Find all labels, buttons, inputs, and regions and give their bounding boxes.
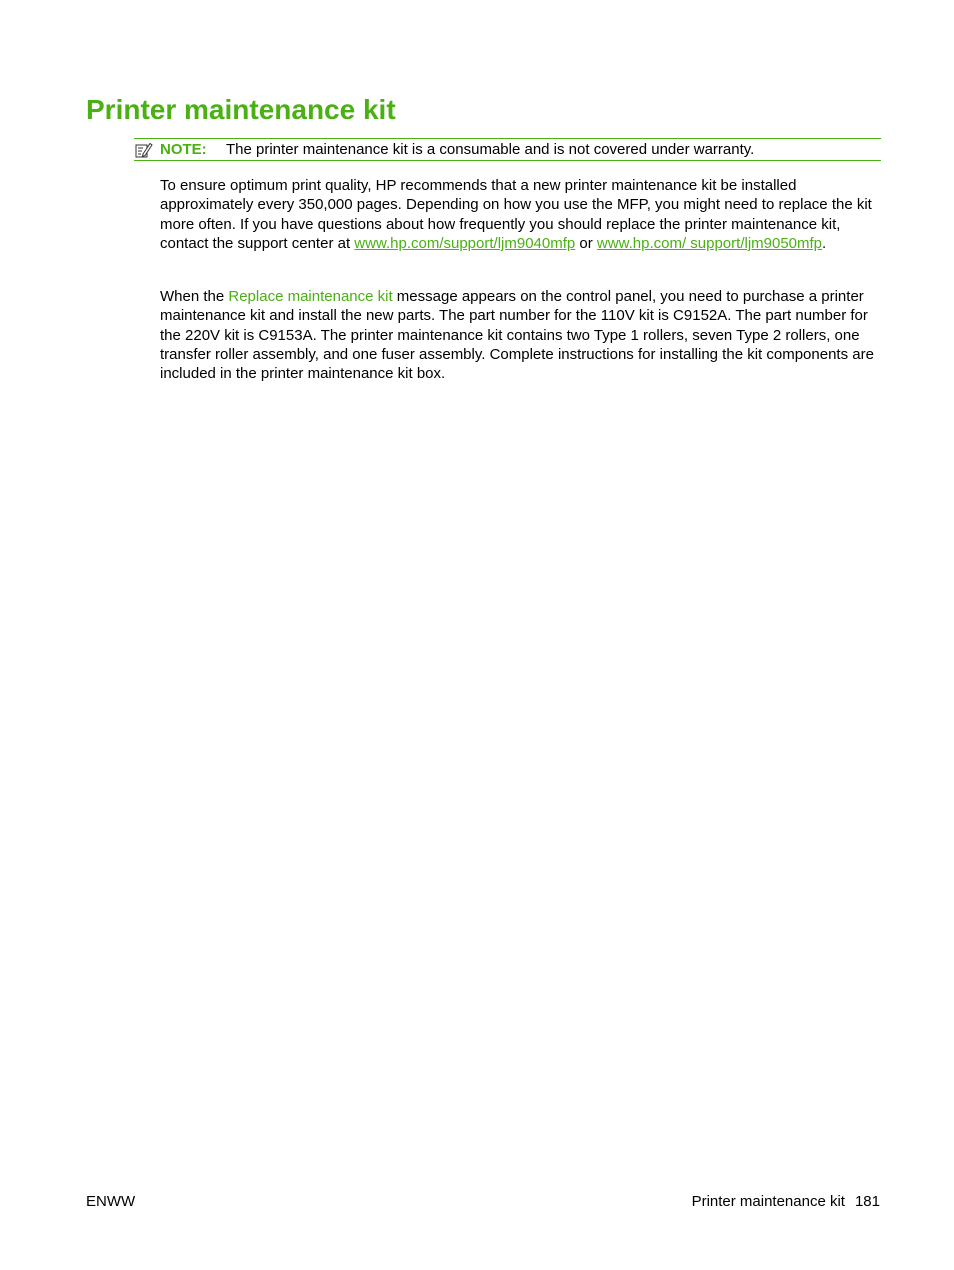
note-text: The printer maintenance kit is a consumable and is not covered under warranty. [226, 141, 755, 158]
paragraph-replacement-interval [160, 176, 884, 253]
note-label: NOTE: [160, 141, 207, 158]
note-pencil-icon [135, 142, 153, 159]
paragraph-text: To ensure optimum print quality, HP recommends that a new printer maintenance kit be installed approximately every 350,000 pages. Depending on how you use the MFP, you might need to replace the kit more often. If you have questions about how frequently you should replace the printer maintenance kit, contact the support center at [160, 177, 872, 252]
page-title: Printer maintenance kit [86, 94, 396, 125]
page-number: 181 [854, 1193, 880, 1210]
footer-section [692, 1193, 880, 1211]
note-box [134, 138, 881, 161]
paragraph-text: or [575, 234, 597, 252]
paragraph-text: message appears on the control panel, you need to purchase a printer maintenance kit and install the new parts. The part number for the 110V kit is C9152A. The part number for the 220V kit is C9153A. The printer maintenance kit contains two Type 1 rollers, seven Type 2 rollers, one transfer roller assembly, and one fuser assembly. Complete instructions for installing the kit components are included in the printer maintenance kit box. [160, 288, 874, 383]
control-panel-message: Replace maintenance kit [228, 288, 393, 305]
support-link-ljm9040mfp[interactable]: www.hp.com/support/ljm9040mfp [354, 234, 576, 252]
paragraph-text: . [822, 234, 827, 252]
paragraph-kit-contents [160, 287, 884, 383]
footer-enww: ENWW [86, 1193, 136, 1210]
paragraph-text: When the [160, 288, 229, 305]
support-link-ljm9050mfp[interactable]: www.hp.com/ support/ljm9050mfp [596, 234, 823, 252]
footer-section-title: Printer maintenance kit [691, 1193, 845, 1210]
